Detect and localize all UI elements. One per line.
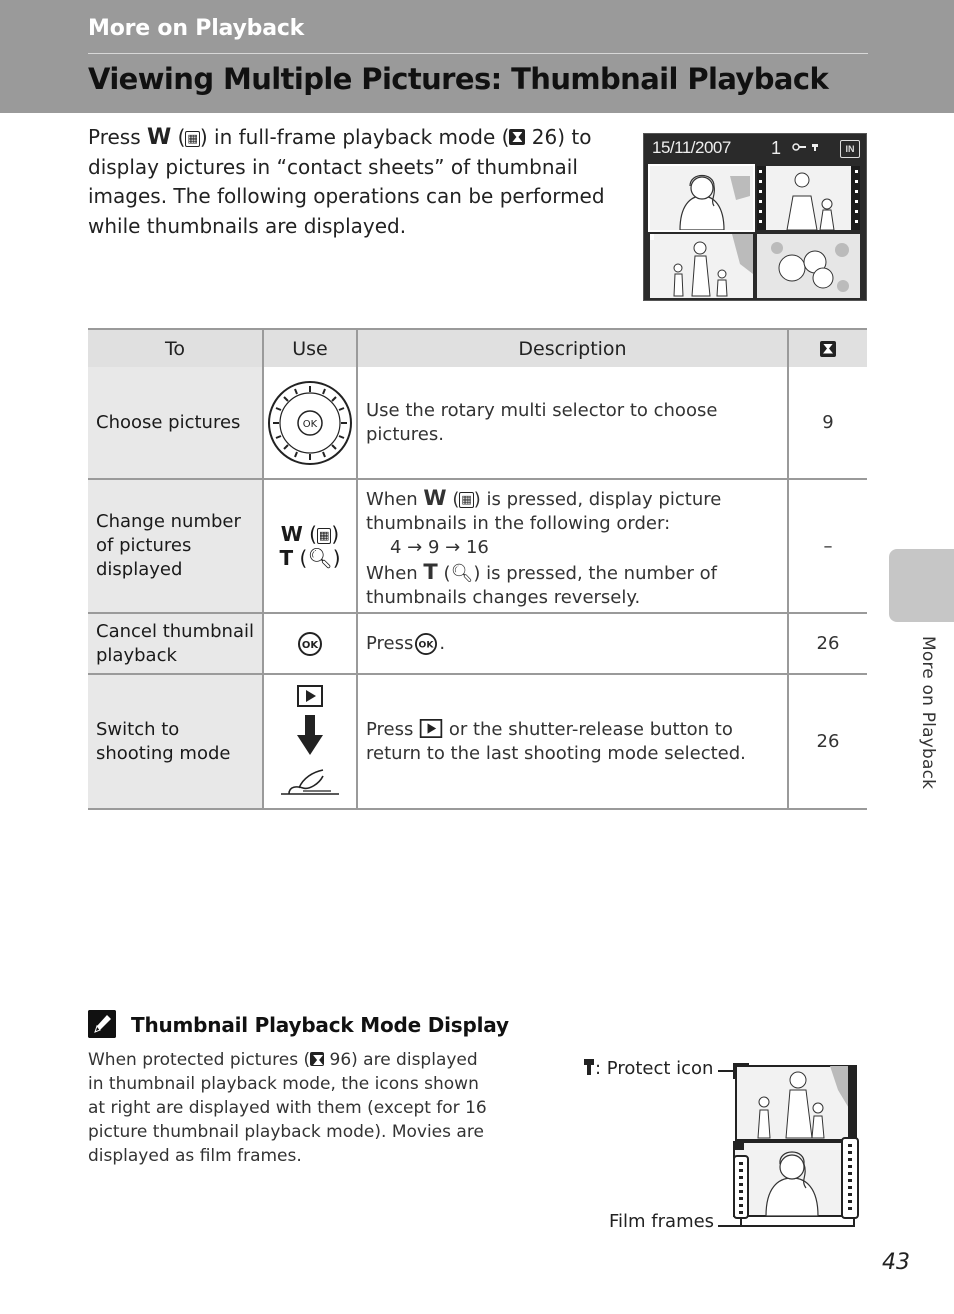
desc-text: When (366, 563, 424, 584)
header-description: Description (358, 330, 787, 367)
row-to: Change number of pictures displayed (88, 480, 262, 612)
page-title: Viewing Multiple Pictures: Thumbnail Playback (88, 62, 829, 96)
protect-label-text: : Protect icon (595, 1058, 714, 1079)
desc-text: ( (446, 489, 460, 510)
row-to: Cancel thumbnail playback (88, 614, 262, 673)
protect-key-icon (792, 142, 820, 152)
svg-text:OK: OK (301, 639, 319, 651)
thumbnail-order: 4 → 9 → 16 (390, 537, 489, 558)
note-text: When protected pictures ( (88, 1050, 311, 1070)
screen-date: 15/11/2007 (652, 138, 731, 157)
table-row (88, 367, 867, 478)
intro-paragraph (88, 123, 608, 241)
header-to: To (88, 330, 262, 367)
desc-text: Press (366, 632, 414, 654)
row-description (358, 675, 787, 808)
thumbnail-family-walking (650, 234, 753, 298)
row-reference: 26 (787, 614, 867, 673)
row-to: Switch to shooting mode (88, 675, 262, 808)
desc-text: or the shutter-release button to return to the last shooting mode selected. (366, 718, 746, 764)
w-zoom-button-label: W (147, 125, 172, 150)
thumbnail-flowers (757, 234, 860, 298)
section-title: More on Playback (88, 16, 305, 41)
note-title: Thumbnail Playback Mode Display (131, 1013, 509, 1037)
table-row (88, 480, 867, 612)
row-description (358, 614, 787, 673)
page-reference-icon (820, 341, 836, 357)
thumbnail-woman-portrait (650, 166, 753, 230)
desc-text: ( (437, 563, 451, 584)
intro-text: 26) to display pictures in “contact sheets” of thumbnail images. The following operations can be performed while thumbnails are displayed. (88, 125, 605, 238)
playback-button-icon (419, 719, 443, 738)
row-use (262, 675, 358, 808)
thumbnail-grid-icon: ▦ (461, 493, 472, 506)
t-zoom-button-label: T (279, 546, 294, 570)
desc-text: Press (366, 718, 420, 740)
t-zoom-button-label: T (423, 560, 438, 584)
t-zoom-control: T (🔍︎) (279, 546, 341, 570)
row-to: Choose pictures (88, 367, 262, 478)
svg-text:OK: OK (302, 418, 318, 430)
camera-screen-preview (643, 133, 867, 301)
row-reference: 9 (787, 367, 867, 478)
w-zoom-button-label: W (280, 522, 303, 546)
table-rule (88, 808, 867, 810)
magnify-icon: 🔍︎ (450, 563, 474, 584)
playback-button-icon (297, 685, 323, 707)
thumbnail-indicators-diagram (700, 1050, 870, 1240)
chapter-side-tab (889, 549, 954, 622)
shutter-release-icon (279, 764, 341, 798)
thumbnail-movie-mother-child (757, 166, 860, 230)
note-text: 96) are displayed in thumbnail playback mode, the icons shown at right are displayed with them (except for 16 picture thumbnail playback mode). Movies are displayed as film frames. (88, 1050, 487, 1166)
intro-text: Press (88, 125, 147, 149)
table-row (88, 614, 867, 673)
note-body (88, 1048, 488, 1168)
page-reference-icon (509, 129, 525, 145)
page-number: 43 (882, 1250, 910, 1275)
screen-frame-number: 1 (771, 138, 782, 158)
row-reference: – (787, 480, 867, 612)
protect-icon (583, 1058, 595, 1076)
note-pencil-icon (88, 1010, 116, 1038)
svg-text:OK: OK (418, 639, 434, 651)
intro-text: ( (171, 125, 186, 149)
row-description (358, 480, 787, 612)
arrow-down-icon (297, 715, 323, 755)
internal-memory-icon: IN (840, 140, 860, 158)
page-reference-icon (310, 1052, 324, 1066)
intro-text: ) in full-frame playback mode ( (199, 125, 510, 149)
table-header-row (88, 330, 867, 367)
thumbnail-grid-icon: ▦ (319, 529, 330, 542)
magnify-icon: 🔍︎ (307, 546, 333, 570)
row-use (262, 480, 358, 612)
w-zoom-control: W ( ▦ ) (280, 522, 340, 546)
desc-text: . (439, 632, 446, 654)
row-use (262, 614, 358, 673)
w-zoom-button-label: W (423, 486, 447, 510)
header-use: Use (262, 330, 358, 367)
row-reference: 26 (787, 675, 867, 808)
table-row (88, 675, 867, 808)
desc-text: ) is pressed, display picture thumbnails in the following order: (366, 489, 722, 534)
rotary-multi-selector-icon (267, 380, 353, 466)
header-reference (787, 330, 867, 367)
protect-icon-label (583, 1058, 713, 1079)
row-use (262, 367, 358, 478)
film-frames-label: Film frames (609, 1211, 715, 1232)
desc-text: ) is pressed, the number of thumbnails changes reversely. (366, 563, 717, 608)
ok-button-icon (298, 632, 322, 656)
desc-text: When (366, 489, 424, 510)
ok-button-icon (415, 633, 437, 655)
thumbnail-grid-icon: ▦ (187, 132, 198, 145)
header-divider (88, 53, 868, 54)
chapter-header (0, 0, 954, 113)
side-tab-label: More on Playback (918, 636, 938, 790)
row-description: Use the rotary multi selector to choose pictures. (366, 399, 718, 445)
